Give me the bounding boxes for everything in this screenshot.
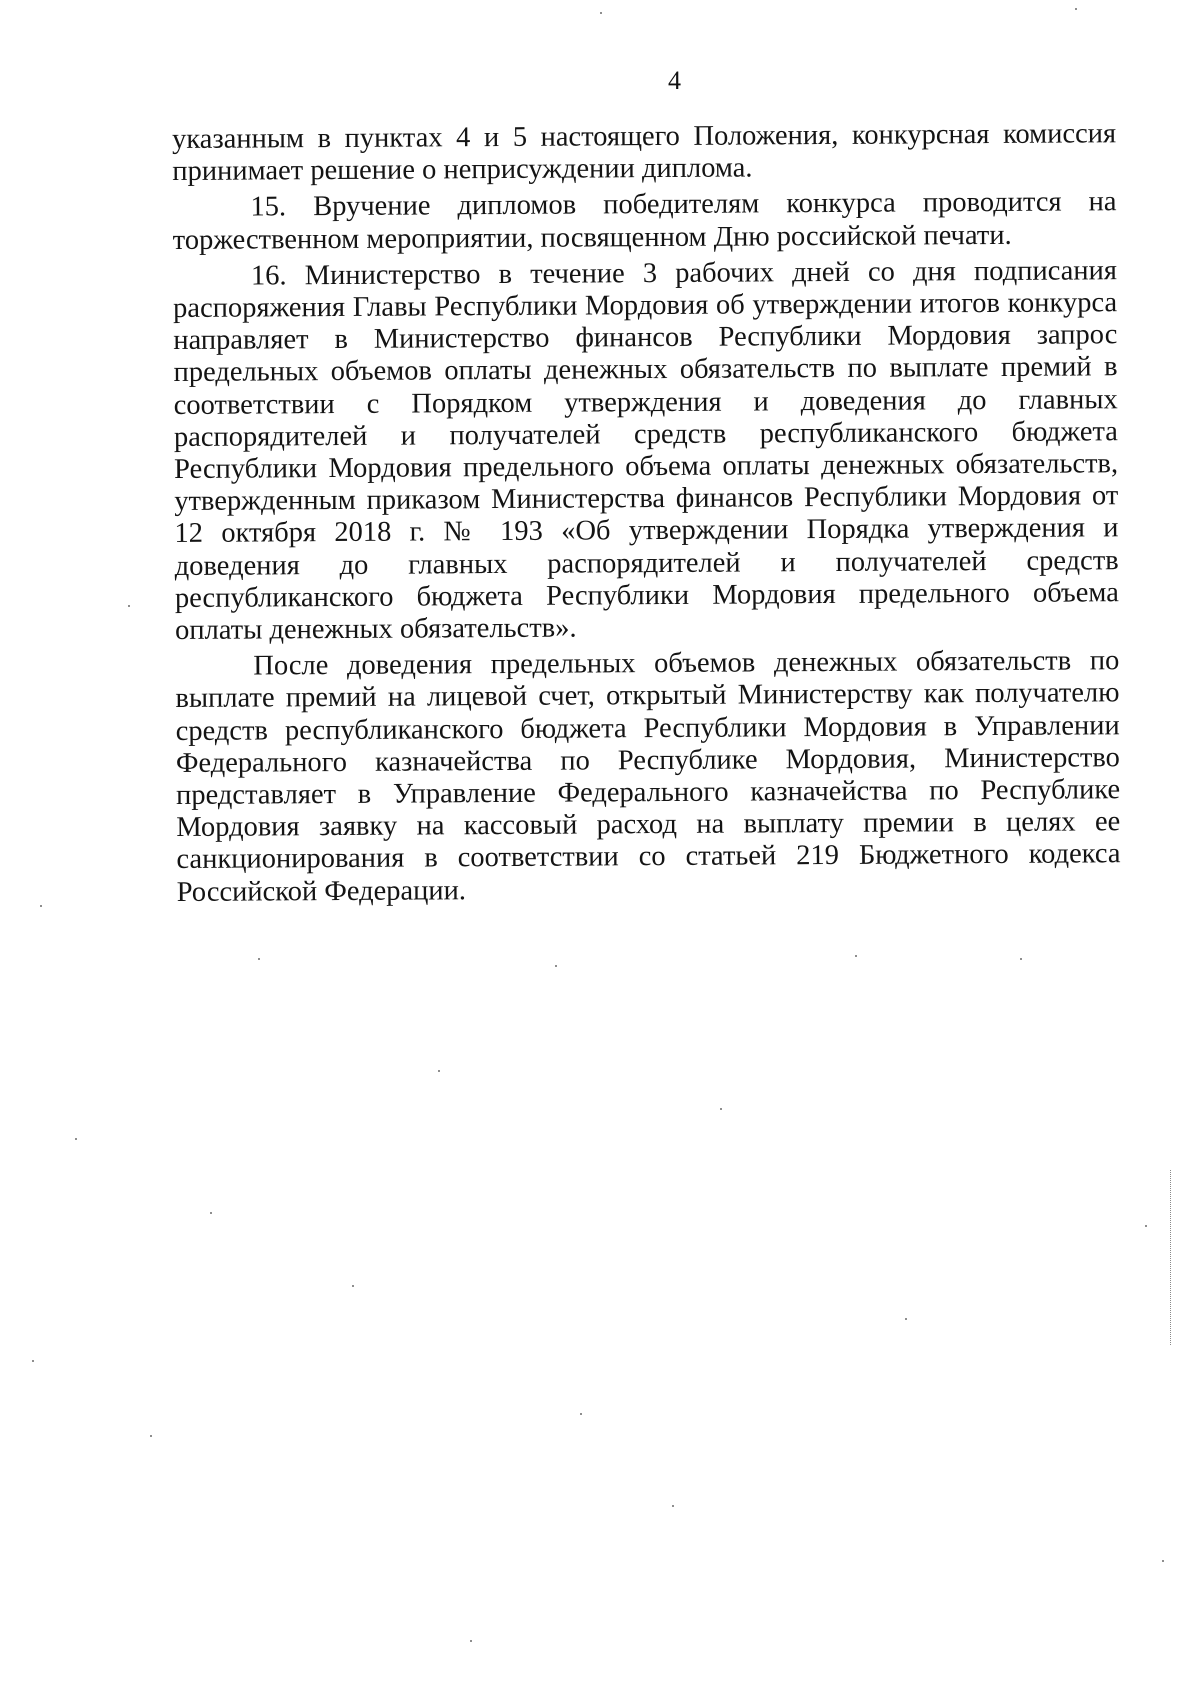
scan-speck: [855, 955, 857, 957]
scan-speck: [150, 1435, 152, 1437]
scan-speck: [672, 1505, 674, 1507]
page-number: 4: [668, 66, 681, 95]
scan-speck: [258, 958, 260, 960]
scan-speck: [555, 965, 557, 967]
paragraph-after-limits: После доведения предельных объемов денежных обязательств по выплате премий на лицевой счет, открытый Министерству как получателю средств республиканского бюджета Республики Мордовия в Управлении Федерального казначейства по Республике Мордовия, Министерство представляет в Управление Федерального казначейства по Республике Мордовия заявку на кассовый расход на выплату премии в целях ее санкционирования в соответствии со статьей 219 Бюджетного кодекса Российской Федерации.: [175, 645, 1121, 908]
scan-speck: [720, 1108, 722, 1110]
paragraph-item-16: 16. Министерство в течение 3 рабочих дней со дня подписания распоряжения Главы Республики Мордовия об утверждении итогов конкурса направляет в Министерство финансов Республики Мордовия запрос предельных объемов оплаты денежных обязательств по выплате премий в соответствии с Порядком утверждения и доведения до главных распорядителей и получателей средств республиканского бюджета Республики Мордовия предельного объема оплаты денежных обязательств, утвержденным приказом Министерства финансов Республики Мордовия от 12 октября 2018 г. № 193 «Об утверждении Порядка утверждения и доведения до главных распорядителей и получателей средств республиканского бюджета Республики Мордовия предельного объема оплаты денежных обязательств».: [173, 255, 1119, 647]
paragraph-continuation: указанным в пунктах 4 и 5 настоящего Положения, конкурсная комиссия принимает решение о неприсуждении диплома.: [172, 118, 1117, 188]
scan-speck: [580, 1413, 582, 1415]
scan-speck: [128, 605, 130, 607]
scan-speck: [1145, 1225, 1147, 1227]
scan-speck: [1075, 8, 1077, 10]
scan-speck: [600, 12, 602, 14]
scan-speck: [438, 1070, 440, 1072]
paragraph-item-15: 15. Вручение дипломов победителям конкурса проводится на торжественном мероприятии, посвященном Дню российской печати.: [172, 186, 1117, 256]
scan-speck: [1020, 958, 1022, 960]
scan-speck: [352, 1285, 354, 1287]
scan-speck: [905, 1318, 907, 1320]
scan-speck: [75, 1138, 77, 1140]
scan-speck: [32, 1360, 34, 1362]
scan-speck: [470, 1640, 472, 1642]
scan-speck: [210, 1212, 212, 1214]
scan-speck: [40, 905, 42, 907]
scan-speck: [1162, 1560, 1164, 1562]
scan-edge-mark: [1170, 1170, 1173, 1345]
document-body: [172, 118, 1121, 913]
